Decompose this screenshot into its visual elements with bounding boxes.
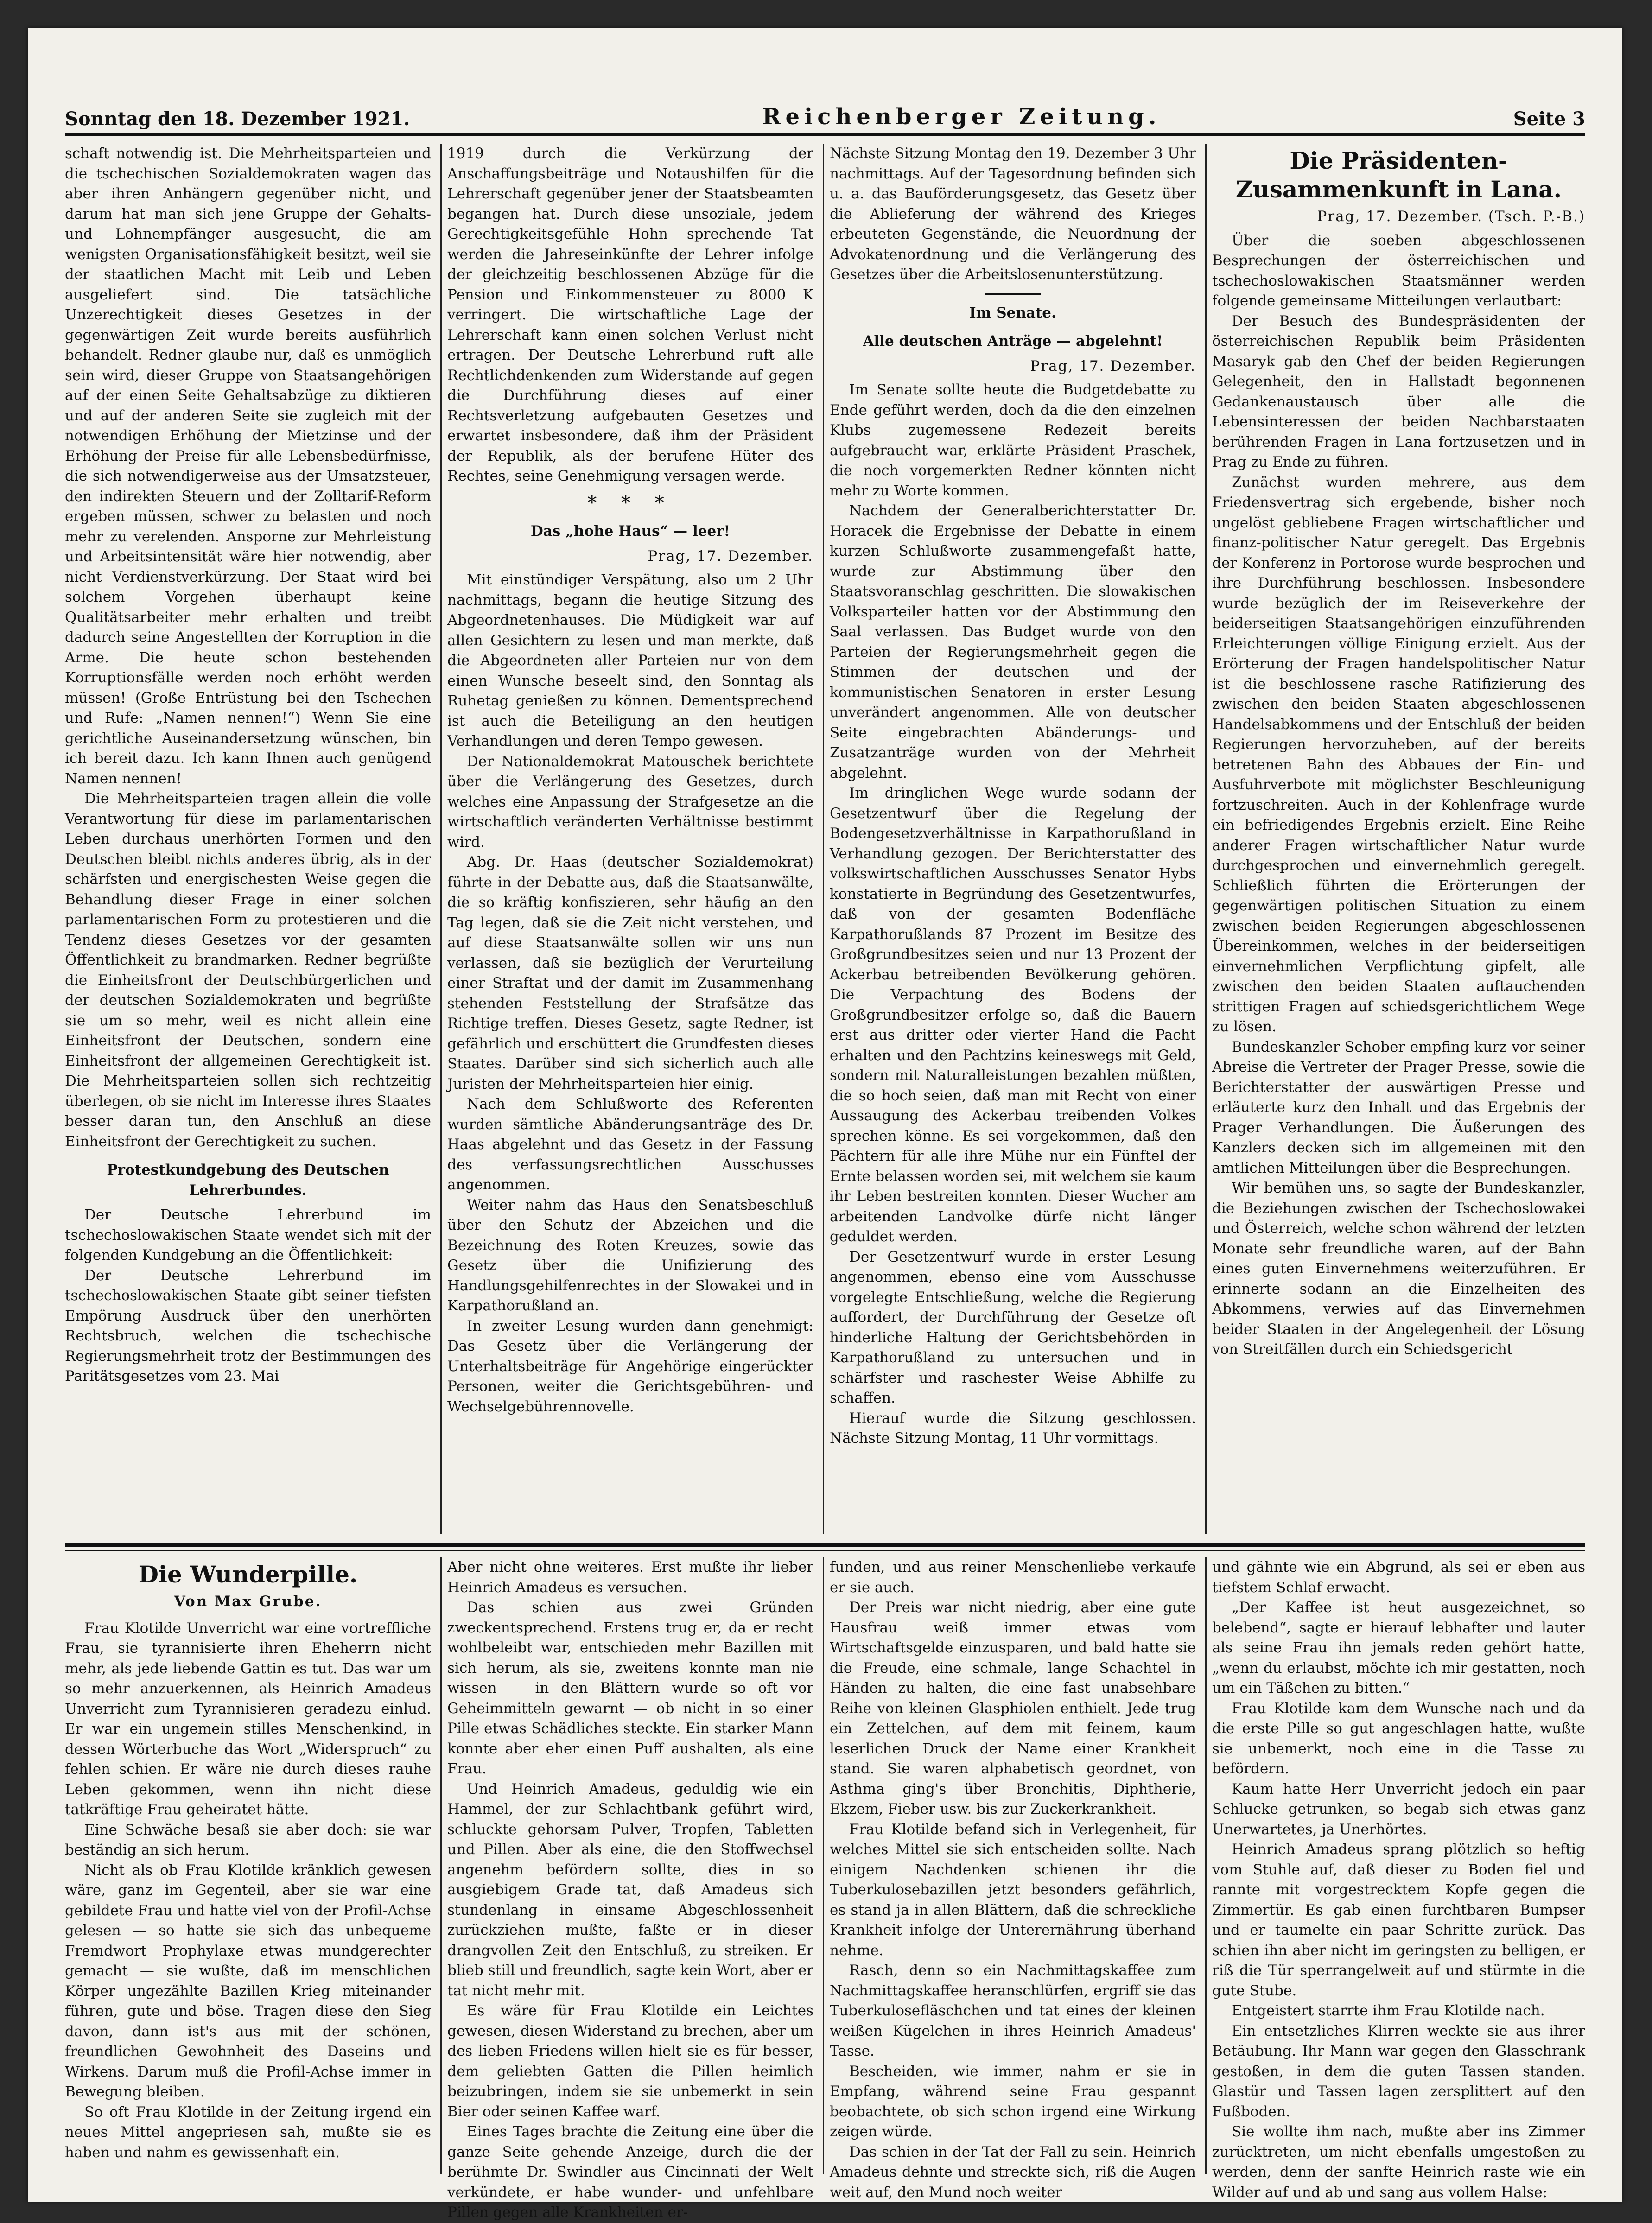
feuilleton-rule <box>65 1543 1585 1547</box>
paragraph: Heinrich Amadeus sprang plötzlich so heftig vom Stuhle auf, daß dieser zu Boden fiel und rannte mit vorgestrecktem Kopfe gegen die Zimmertür. Es gab einen furchtbaren Bumpser und er taumelte ein paar Schritte zurück. Das schien ihn aber nicht im geringsten zu belligen, er riß die Tür sperrangelweit auf und stürmte in die gute Stube. <box>1212 1841 1585 1999</box>
issue-date: Sonntag den 18. Dezember 1921. <box>65 108 410 130</box>
paragraph: Und Heinrich Amadeus, geduldig wie ein Hammel, der zur Schlachtbank geführt wird, schluckte gehorsam Pulver, Tropfen, Tabletten und Pillen. Aber als eine, die den Stoffwechsel angenehm befördern sollte, dies in so ausgiebigem Grade tat, daß Amadeus sich stundenlang in einsame Abgeschlossenheit zurückziehen mußte, faßte er in dieser drangvollen Zeit den Entschluß, zu streiken. Er blieb still und freundlich, sagte kein Wort, aber er tat nicht mehr mit. <box>447 1780 813 1999</box>
paragraph: Der Preis war nicht niedrig, aber eine gute Hausfrau weiß immer etwas vom Wirtschaftsgelde einzusparen, und bald hatte sie die Freude, eine schmale, lange Schachtel in Händen zu halten, die eine fast unabsehbare Reihe von kleinen Glasphiolen enthielt. Jede trug ein Zettelchen, auf dem mit feinem, kaum leserlichen Druck der Name einer Krankheit stand. Sie waren alphabetisch geordnet, von Asthma ging's über Bronchitis, Diphtherie, Ekzem, Fieber usw. bis zur Zuckerkrankheit. <box>830 1599 1196 1817</box>
headline-praesidenten: Die Präsidenten-Zusammenkunft in Lana. <box>1235 147 1562 203</box>
paragraph: Frau Klotilde kam dem Wunsche nach und da die erste Pille so gut angeschlagen hatte, wußte sie unbemerkt, noch eine in die Tasse zu befördern. <box>1212 1700 1585 1777</box>
paragraph: Nach dem Schlußworte des Referenten wurden sämtliche Abänderungsanträge des Dr. Haas abgelehnt und das Gesetz in der Fassung des verfassungsrechtlichen Ausschusses angenommen. <box>447 1096 813 1193</box>
paragraph: „Der Kaffee ist heut ausgezeichnet, so belebend“, sagte er hierauf lebhafter und lauter als seine Frau ihn jemals reden gehört hatte, „wenn du erlaubst, möchte ich mir gestatten, noch um ein Täßchen zu bitten.“ <box>1212 1599 1585 1696</box>
paragraph: Bundeskanzler Schober empfing kurz vor seiner Abreise die Vertreter der Prager Presse, sowie die Berichterstatter der auswärtigen Presse und erläuterte kurz den Inhalt und das Ergebnis der Prager Verhandlungen. Die Äußerungen des Kanzlers decken sich im allgemeinen mit den amtlichen Mitteilungen über die Besprechungen. <box>1212 1038 1585 1176</box>
paragraph: Der Deutsche Lehrerbund im tschechoslowakischen Staate wendet sich mit der folgenden Kundgebung an die Öffentlichkeit: <box>65 1207 431 1264</box>
short-rule <box>985 293 1041 295</box>
feuilleton-column-2 <box>447 1557 813 2221</box>
article-column-3 <box>830 144 1196 1534</box>
paragraph: Sie wollte ihm nach, mußte aber ins Zimmer zurücktreten, um nicht ebenfalls umgestoßen zu werden, denn der sanfte Heinrich raste wie ein Wilder auf und ab und sang aus vollem Halse: <box>1212 2123 1585 2201</box>
paragraph: Abg. Dr. Haas (deutscher Sozialdemokrat) führte in der Debatte aus, daß die Staatsanwälte, die so kräftig konfiszieren, sehr häufig an den Tag legen, daß sie die Zeit nicht verstehen, und auf diese Staatsanwälte sollen wir uns nun verlassen, daß sie bezüglich der Verurteilung einer Straftat und der damit im Zusammenhang stehenden Feststellung der Strafsätze das Richtige treffen. Dieses Gesetz, sagte Redner, ist gefährlich und erschüttert die Grundfesten dieses Staates. Darüber sind sich sicherlich auch alle Juristen der Mehrheitsparteien hier einig. <box>447 854 813 1092</box>
paragraph: Das schien aus zwei Gründen zweckentsprechend. Erstens trug er, da er recht wohlbeleibt war, entschieden mehr Bazillen mit sich herum, als sie, zweitens konnte man nie wissen — in den Blättern wurde so oft vor Geheimmitteln gewarnt — ob nicht in so einer Pille etwas Schädliches steckte. Ein starker Mann konnte aber eher einen Puff aushalten, als eine Frau. <box>447 1599 813 1777</box>
article-column-4 <box>1212 144 1585 1534</box>
column-separator <box>823 144 824 1534</box>
column-separator <box>440 144 442 1534</box>
paragraph: Im dringlichen Wege wurde sodann der Gesetzentwurf über die Regelung der Bodengesetzverhältnisse in Karpathorußland in Verhandlung gezogen. Der Berichterstatter des volkswirtschaftlichen Ausschusses Senator Hybs konstatierte in Begründung des Gesetzentwurfes, daß von der gesamten Bodenfläche Karpathorußlands 87 Prozent im Besitze des Großgrundbesitzes seien und nur 13 Prozent der Ackerbau betreibenden Bevölkerung gehören. Die Verpachtung des Bodens der Großgrundbesitzer erfolge so, daß die Bauern erst aus dritter oder vierter Hand die Pacht erhalten und den Pachtzins keineswegs mit Geld, sondern mit Naturalleistungen bezahlen müßten, die so hoch seien, daß man mit Recht von einer Aussaugung des Ackerbau treibenden Volkes sprechen könne. Es sei vorgekommen, daß den Pächtern für alle ihre Mühe nur ein Fünftel der Ernte belassen worden sei, mit welchem sie kaum ihr Leben bestreiten konnten. Dieser Wucher am arbeitenden Landvolke dürfe nicht länger geduldet werden. <box>830 785 1196 1245</box>
subhead-senate: Im Senate. <box>969 304 1056 321</box>
column-separator <box>1205 1557 1207 2174</box>
newspaper-page <box>28 28 1622 2221</box>
paragraph: Mit einstündiger Verspätung, also um 2 Uhr nachmittags, begann die heutige Sitzung des Abgeordnetenhauses. Die Müdigkeit war auf allen Gesichtern zu lesen und man merkte, daß die Abgeordneten aller Parteien nur von dem einen Wunsche beseelt sind, den Sonntag als Ruhetag genießen zu können. Dementsprechend ist auch die Beteiligung an den heutigen Verhandlungen und deren Tempo gewesen. <box>447 572 813 749</box>
feuilleton-title: Die Wunderpille. <box>138 1561 358 1588</box>
paragraph: Weiter nahm das Haus den Senatsbeschluß über den Schutz der Abzeichen und die Bezeichnung des Roten Kreuzes, sowie das Gesetz über die Unifizierung des Handlungsgehilfenrechtes in der Slowakei und in Karpathorußland an. <box>447 1196 813 1314</box>
feuilleton-rule-thin <box>65 1550 1585 1551</box>
paragraph: Frau Klotilde befand sich in Verlegenheit, für welches Mittel sie sich entscheiden sollte. Nach einigem Nachdenken schienen ihr die Tuberkulosebazillen jetzt besonders gefährlich, es stand ja in allen Blättern, daß die schreckliche Krankheit infolge der Unterernährung überhand nehme. <box>830 1821 1196 1959</box>
subhead-lehrerbund: Protestkundgebung des Deutschen Lehrerbundes. <box>107 1162 389 1199</box>
subhead-antraege: Alle deutschen Anträge — abgelehnt! <box>863 333 1163 349</box>
column-separator <box>440 1557 442 2174</box>
article-column-2 <box>447 144 813 1534</box>
paragraph: Zunächst wurden mehrere, aus dem Friedensvertrag sich ergebende, bisher noch ungelöst gebliebene Fragen wirtschaftlicher und finanz-politischer Natur geregelt. Das Ergebnis der Konferenz in Portorose wurde besprochen und ihre Durchführung beschlossen. Insbesondere wurde bezüglich der im Reiseverkehre der beiderseitigen Staatsangehörigen einzuführenden Erleichterungen völlige Einigung erzielt. Aus der Erörterung der Fragen handelspolitischer Natur ist die beschlossene rasche Ratifizierung des zwischen den beiden Staaten abgeschlossenen Handelsabkommens und der Entschluß der beiden Regierungen hervorzuheben, auf der bereits betretenen Bahn des Abbaues der Ein- und Ausfuhrverbote mit möglichster Beschleunigung fortzuschreiten. Auch in der Kohlenfrage wurde ein befriedigendes Ergebnis erzielt. Eine Reihe anderer Fragen wirtschaftlicher Natur wurde durchgesprochen und einvernehmlich geregelt. Schließlich führten die Erörterungen der gegenwärtigen politischen Situation zu einem zwischen beiden Regierungen abgeschlossenen Übereinkommen, welches in der beiderseitigen einvernehmlichen Verpflichtung gipfelt, alle zwischen den beiden Staaten auftauchenden strittigen Fragen auf schiedsgerichtlichem Wege zu lösen. <box>1212 474 1585 1035</box>
paragraph: Rasch, denn so ein Nachmittagskaffee zum Nachmittagskaffee heranschlürfen, ergriff sie das Tuberkulosefläschchen und tat eines der kleinen weißen Kügelchen in ihres Heinrich Amadeus' Tasse. <box>830 1962 1196 2059</box>
paragraph: Nächste Sitzung Montag den 19. Dezember 3 Uhr nachmittags. Auf der Tagesordnung befinden sich u. a. das Bauförderungsgesetz, das Gesetz über die Ablieferung der während des Krieges erbeuteten Gegenstände, die Neuordnung der Advokatenordnung und die Verlängerung des Gesetzes über die Arbeitslosenunterstützung. <box>830 145 1196 283</box>
paragraph: Es wäre für Frau Klotilde ein Leichtes gewesen, diesen Widerstand zu brechen, aber um des lieben Friedens willen hielt sie es für besser, dem geliebten Gatten die Pillen heimlich beizubringen, indem sie sie unbemerkt in sein Bier oder seinen Kaffee warf. <box>447 2002 813 2120</box>
paragraph: Eines Tages brachte die Zeitung eine über die ganze Seite gehende Anzeige, durch die der berühmte Dr. Swindler aus Cincinnati der Welt verkündete, er habe wunder- und unfehlbare Pillen gegen alle Krankheiten er- <box>447 2123 813 2221</box>
paragraph: Wir bemühen uns, so sagte der Bundeskanzler, die Beziehungen zwischen der Tschechoslowakei und Österreich, welche schon während der letzten Monate sehr freundliche waren, auf der Bahn eines guten Einvernehmens weiterzuführen. Er erinnerte sodann an die Einzelheiten des Abkommens, verwies auf das Einvernehmen beider Staaten in der Angelegenheit der Lösung von Streitfällen durch ein Schiedsgericht <box>1212 1180 1585 1358</box>
newspaper-title: Reichenberger Zeitung. <box>762 104 1161 130</box>
paragraph: Nachdem der Generalberichterstatter Dr. Horacek die Ergebnisse der Debatte in einem kurzen Schlußworte zusammengefaßt hatte, wurde zur Abstimmung über den Staatsvoranschlag geschritten. Die slowakischen Volksparteiler hatten vor der Abstimmung den Saal verlassen. Das Budget wurde von den Parteien der Regierungsmehrheit gegen die Stimmen der deutschen und der kommunistischen Senatoren in erster Lesung unverändert angenommen. Alle von deutscher Seite eingebrachten Abänderungs- und Zusatzanträge wurden von der Mehrheit abgelehnt. <box>830 502 1196 781</box>
feuilleton-column-3 <box>830 1557 1196 2201</box>
dateline: Prag, 17. Dezember. <box>1030 357 1196 375</box>
feuilleton-author: Von Max Grube. <box>174 1593 322 1610</box>
paragraph: Nicht als ob Frau Klotilde kränklich gewesen wäre, ganz im Gegenteil, aber sie war eine gebildete Frau und hatte viel von der Profil-Achse gelesen — so hatte sie sich das unbequeme Fremdwort Prophylaxe etwas mundgerechter gemacht — sie wußte, daß im menschlichen Körper ungezählte Bazillen Krieg miteinander führen, gute und böse. Tragen diese den Sieg davon, dann ist's aus mit der schönen, freundlichen Gewohnheit des Daseins und Wirkens. Darum muß die Profil-Achse immer in Bewegung bleiben. <box>65 1861 431 2100</box>
dateline: Prag, 17. Dezember. (Tsch. P.-B.) <box>1317 208 1585 225</box>
paragraph: Über die soeben abgeschlossenen Besprechungen der österreichischen und tschechoslowakischen Staatsmänner werden folgende gemeinsame Mitteilungen verlautbart: <box>1212 232 1585 309</box>
paragraph: Der Deutsche Lehrerbund im tschechoslowakischen Staate gibt seiner tiefsten Empörung Ausdruck über den unerhörten Rechtsbruch, welchen die tschechische Regierungsmehrheit trotz der Bestimmungen des Paritätsgesetzes vom 23. Mai <box>65 1267 431 1385</box>
paragraph: Aber nicht ohne weiteres. Erst mußte ihr lieber Heinrich Amadeus es versuchen. <box>447 1559 813 1596</box>
section-stars: * * * <box>587 492 674 514</box>
paragraph: Die Mehrheitsparteien tragen allein die volle Verantwortung für diese im parlamentarischen Leben durchaus unerhörten Formen und den Deutschen bleibt nichts anderes übrig, als in der schärfsten und energischesten Weise gegen die Behandlung dieser Frage in einer solchen parlamentarischen Form zu protestieren und die Tendenz dieses Gesetzes vor der gesamten Öffentlichkeit zu brandmarken. Redner begrüßte die Einheitsfront der Deutschbürgerlichen und der deutschen Sozialdemokraten und begrüßte sie um so mehr, weil es nicht allein eine Einheitsfront der Deutschen, sondern eine Einheitsfront der allgemeinen Gerechtigkeit ist. Die Mehrheitsparteien sollen sich rechtzeitig überlegen, ob sie nicht im Interesse ihres Staates besser daran tun, den Anschluß an diese Einheitsfront der Gerechtigkeit zu suchen. <box>65 790 431 1150</box>
paragraph: Der Nationaldemokrat Matouschek berichtete über die Verlängerung des Gesetzes, durch welches eine Anpassung der Strafgesetze an die wirtschaftlich veränderten Verhältnisse bestimmt wird. <box>447 753 813 851</box>
paragraph: Das schien in der Tat der Fall zu sein. Heinrich Amadeus dehnte und streckte sich, riß die Augen weit auf, den Mund noch weiter <box>830 2143 1196 2201</box>
paragraph: und gähnte wie ein Abgrund, als sei er eben aus tiefstem Schlaf erwacht. <box>1212 1559 1585 1596</box>
feuilleton-column-4 <box>1212 1557 1585 2201</box>
paragraph: Frau Klotilde Unverricht war eine vortreffliche Frau, sie tyrannisierte ihren Eheherrn nicht mehr, als jede liebende Gattin es tut. Das war um so mehr anzuerkennen, als Heinrich Amadeus Unverricht zum Tyrannisieren geradezu einlud. Er war ein ungemein stilles Menschenkind, in dessen Wörterbuche das Wort „Widerspruch“ zu fehlen schien. Er wäre nie durch dieses rauhe Leben gekommen, wenn ihn nicht diese tatkräftige Frau geheiratet hätte. <box>65 1620 431 1818</box>
paragraph: Der Gesetzentwurf wurde in erster Lesung angenommen, ebenso eine vom Ausschusse vorgelegte Entschließung, welche die Regierung auffordert, der Durchführung der Gesetze oft hinderliche Haltung der Gerichtsbehörden in Karpathorußland zu untersuchen und in schärfster und raschester Weise Abhilfe zu schaffen. <box>830 1248 1196 1406</box>
feuilleton-column-1 <box>65 1557 431 2174</box>
dateline: Prag, 17. Dezember. <box>648 547 813 565</box>
subhead-hohes-haus: Das „hohe Haus“ — leer! <box>530 523 731 540</box>
paragraph: Entgeistert starrte ihm Frau Klotilde nach. <box>1232 2002 1545 2019</box>
article-column-1 <box>65 144 431 1534</box>
paragraph: Der Besuch des Bundespräsidenten der österreichischen Republik beim Präsidenten Masaryk gab den Chef der beiden Regierungen Gelegenheit, den in Hallstadt begonnenen Gedankenaustausch über alle die Lebensinteressen der beiden Nachbarstaaten berührenden Fragen in Lana fortzusetzen und in Prag zu Ende zu führen. <box>1212 312 1585 470</box>
paragraph: 1919 durch die Verkürzung der Anschaffungsbeiträge und Notaushilfen für die Lehrerschaft gegenüber jener der Staatsbeamten begangen hat. Durch diese unsoziale, jedem Gerechtigkeitsgefühle Hohn sprechende Tat werden die Jahreseinkünfte der Lehrer infolge der gleichzeitig beschlossenen Abzüge für die Pension und Einkommensteuer zu 8000 K verringert. Die wirtschaftliche Lage der Lehrerschaft kann einen solchen Verlust nicht ertragen. Der Deutsche Lehrerbund ruft alle Rechtlichdenkenden zum Widerstande auf gegen die Durchführung dieses auf einer Rechtsverletzung aufgebauten Gesetzes und erwartet insbesondere, daß ihm der Präsident der Republik, als der berufene Hüter des Rechtes, seine Genehmigung versagen werde. <box>447 145 813 484</box>
paragraph: In zweiter Lesung wurden dann genehmigt: Das Gesetz über die Verlängerung der Unterhaltsbeiträge für Angehörige eingerückter Personen, weiter die Gerichtsgebühren- und Wechselgebührennovelle. <box>447 1317 813 1415</box>
header-rule <box>65 133 1585 136</box>
paragraph: funden, und aus reiner Menschenliebe verkaufe er sie auch. <box>830 1559 1196 1596</box>
paragraph: So oft Frau Klotilde in der Zeitung irgend ein neues Mittel angepriesen sah, mußte sie es haben und nahm es gewissenhaft ein. <box>65 2103 431 2161</box>
paragraph: Eine Schwäche besaß sie aber doch: sie war beständig an sich herum. <box>65 1821 431 1858</box>
masthead <box>65 79 1585 130</box>
paragraph: Im Senate sollte heute die Budgetdebatte zu Ende geführt werden, doch da die den einzelnen Klubs zugemessene Redezeit bereits aufgebraucht war, erklärte Präsident Praschek, die noch vorgemerkten Redner könnten nicht mehr zu Worte kommen. <box>830 381 1196 499</box>
paragraph: Ein entsetzliches Klirren weckte sie aus ihrer Betäubung. Ihr Mann war gegen den Glasschrank gestoßen, in dem die guten Tassen standen. Glastür und Tassen lagen zersplittert auf den Fußboden. <box>1212 2022 1585 2120</box>
paragraph: Bescheiden, wie immer, nahm er sie in Empfang, während seine Frau gespannt beobachtete, ob sich schon irgend eine Wirkung zeigen würde. <box>830 2063 1196 2140</box>
paragraph: Hierauf wurde die Sitzung geschlossen. Nächste Sitzung Montag, 11 Uhr vormittags. <box>830 1410 1196 1447</box>
paragraph: Kaum hatte Herr Unverricht jedoch ein paar Schlucke getrunken, so begab sich etwas ganz Unerwartetes, ja Unerhörtes. <box>1212 1780 1585 1838</box>
page-number: Seite 3 <box>1513 108 1585 130</box>
column-separator <box>823 1557 824 2174</box>
paragraph: schaft notwendig ist. Die Mehrheitsparteien und die tschechischen Sozialdemokraten wagen das aber ihren Anhängern gegenüber nicht, und darum hat man sich jene Gruppe der Gehalts- und Lohnempfänger ausgesucht, die am wenigsten Organisationsfähigkeit besitzt, weil sie der staatlichen Macht mit Leib und Leben ausgeliefert sind. Die tatsächliche Unzerechtigkeit dieses Gesetzes in der gegenwärtigen Zeit wurde bereits ausführlich behandelt. Redner glaube nur, daß es unmöglich sein wird, dieser Gruppe von Staatsangehörigen auf der einen Seite Gehaltsabzüge zu diktieren und auf der anderen Seite sie zugleich mit der notwendigen Erhöhung der Mietzinse und der Erhöhung der Preise für alle Lebensbedürfnisse, die sich notwendigerweise aus der Umsatzsteuer, den indirekten Steuern und der Zolltarif-Reform ergeben müssen, schwer zu belasten und noch mehr zu verelenden. Ansporne zur Mehrleistung und Arbeitsintensität wäre hier notwendig, aber nicht Verdienstverkürzung. Der Staat wird bei solchem Vorgehen überhaupt keine Qualitätsarbeiter mehr erhalten und treibt dadurch seine Angestellten der Korruption in die Arme. Die heute schon bestehenden Korruptionsfälle werden noch erhöht werden müssen! (Große Entrüstung bei den Tschechen und Rufe: „Namen nennen!“) Wenn Sie eine gerichtliche Auseinandersetzung wünschen, bin ich bereit dazu. Ich kann Ihnen auch genügend Namen nennen! <box>65 145 431 787</box>
column-separator <box>1205 144 1207 1534</box>
